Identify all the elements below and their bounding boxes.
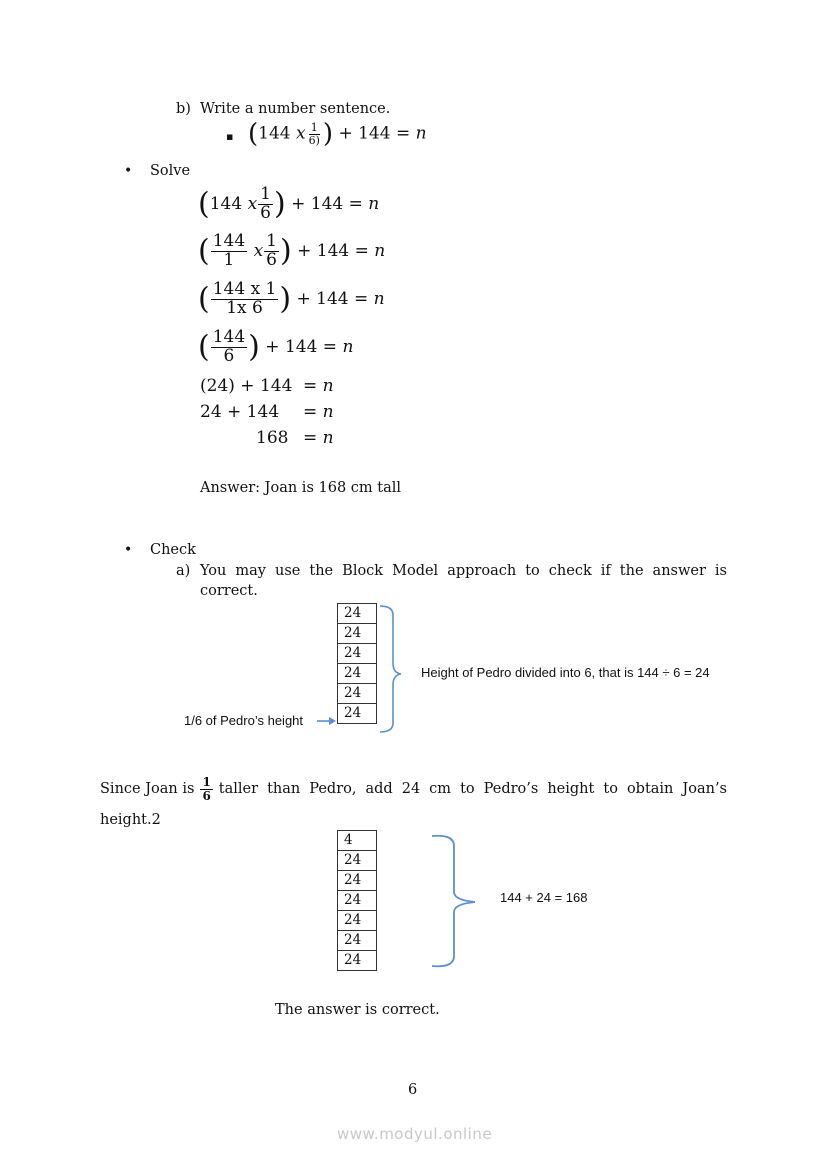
block-cell: 24 [338,684,377,704]
watermark: www.modyul.online [337,1125,493,1143]
since-after: taller than Pedro, add 24 cm to Pedro’s height to obtain Joan’s [218,781,727,798]
block-cell: 24 [338,644,377,664]
solve-step-7-eq: = n [303,428,334,448]
part-b-text: Write a number sentence. [200,101,391,117]
since-line1 [100,776,727,802]
solve-step-1: (144 x $\frac{1}{6}$ ) + 144 = n [198,184,380,223]
solve-step-5-eq: = n [303,376,334,396]
solve-step-2: ( $\frac{144}{1}$ x $\frac{1}{6}$ ) + 144 = n [198,231,386,270]
since-before: Since Joan is [100,781,195,798]
pointer-label: 1/6 of Pedro’s height [184,713,304,728]
brace-label-joan: 144 + 24 = 168 [500,890,588,905]
block-cell: 24 [338,951,377,971]
page-number: 6 [408,1082,418,1098]
number-sentence: (144 x $\frac{1}{6)}$ ) + 144 = n [248,119,427,149]
block-model-joan [337,830,377,971]
block-cell: 24 [338,911,377,931]
solve-step-6: 24 + 144 [200,402,280,422]
arrow-icon [316,715,338,727]
solve-answer: Answer: Joan is 168 cm tall [200,480,402,496]
curly-brace-1 [375,603,415,735]
solve-step-4: ( $\frac{144}{6}$ ) + 144 = n [198,327,354,366]
brace-label-pedro: Height of Pedro divided into 6, that is 144 ÷ 6 = 24 [421,665,710,680]
since-line2: height.2 [100,812,161,828]
block-cell: 24 [338,704,377,724]
part-b-label: b) [176,101,191,117]
solve-heading: Solve [150,163,191,179]
check-item-label: a) [176,563,191,579]
check-instruction-line1: You may use the Block Model approach to check if the answer is [200,563,727,579]
block-cell: 24 [338,931,377,951]
one-sixth-fraction: $\frac{1}{6}$ [202,775,211,803]
check-bullet: • [124,542,133,558]
solve-step-6-eq: = n [303,402,334,422]
check-instruction-line2: correct. [200,583,258,599]
block-cell: 24 [338,664,377,684]
square-bullet: ▪ [226,130,234,143]
block-cell: 24 [338,851,377,871]
solve-bullet: • [124,163,133,179]
check-heading: Check [150,542,196,558]
block-cell: 24 [338,871,377,891]
block-cell: 24 [338,891,377,911]
block-cell: 24 [338,604,377,624]
curly-brace-2 [428,832,480,972]
block-model-pedro [337,603,377,724]
conclusion: The answer is correct. [275,1002,440,1018]
solve-step-3: ( $\frac{144 x 1}{1x 6}$ ) + 144 = n [198,279,385,318]
block-cell: 24 [338,624,377,644]
solve-step-7: 168 [256,428,289,448]
block-cell: 4 [338,831,377,851]
solve-step-5: (24) + 144 [200,376,293,396]
